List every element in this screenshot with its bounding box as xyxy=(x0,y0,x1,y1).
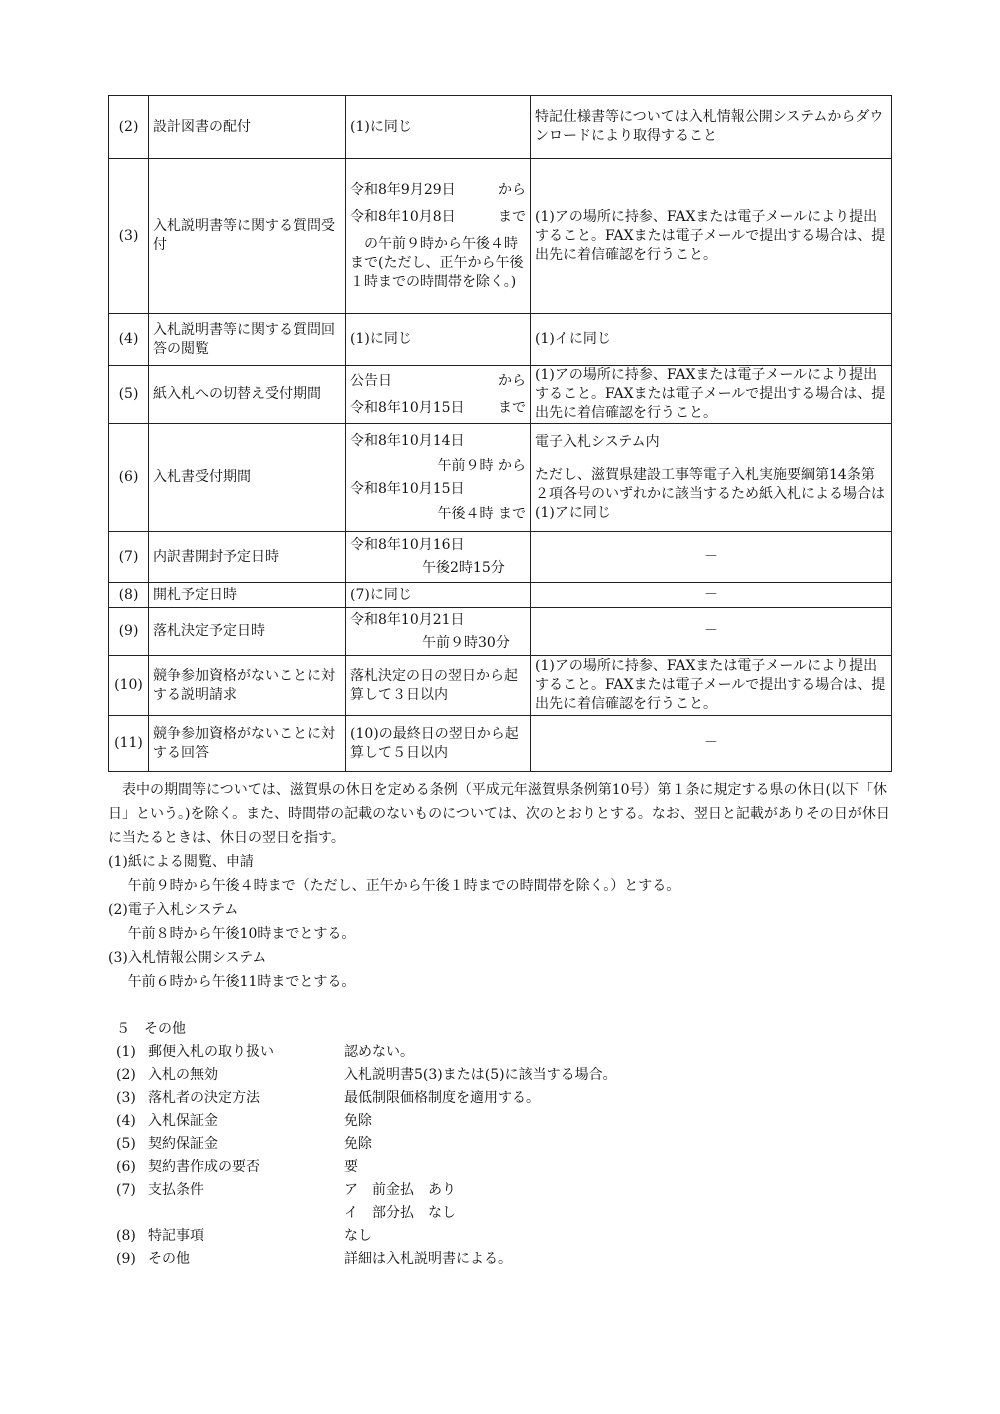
period-to: 令和8年10月8日 まで xyxy=(350,208,526,225)
row-item: 開札予定日時 xyxy=(149,583,346,608)
item-value: 免除 xyxy=(344,1136,372,1152)
list-item xyxy=(116,1202,617,1225)
note-body: 午前９時から午後４時まで（ただし、正午から午後１時までの時間帯を除く。）とする。 xyxy=(127,878,681,894)
note-body: 午前８時から午後10時までとする。 xyxy=(127,926,356,942)
row-number: (5) xyxy=(109,366,149,424)
row-place: (1)イに同じ xyxy=(531,314,892,366)
row-period xyxy=(346,424,531,532)
row-item: 内訳書開封予定日時 xyxy=(149,532,346,583)
row-place: － xyxy=(531,583,892,608)
list-item xyxy=(116,1225,617,1248)
item-number: (3) xyxy=(116,1090,136,1106)
list-item xyxy=(116,1041,617,1064)
list-item xyxy=(116,1248,617,1271)
table-row xyxy=(109,366,892,424)
row-item: 競争参加資格がないことに対する説明請求 xyxy=(149,656,346,716)
row-item: 競争参加資格がないことに対する回答 xyxy=(149,716,346,772)
schedule-table xyxy=(108,95,892,772)
row-item: 設計図書の配付 xyxy=(149,96,346,159)
row-place: 特記仕様書等については入札情報公開システムからダウンロードにより取得すること xyxy=(531,96,892,159)
section-heading: ５ その他 xyxy=(116,1021,186,1037)
item-number xyxy=(116,1202,148,1225)
item-label: 支払条件 xyxy=(148,1182,204,1198)
item-label: 落札者の決定方法 xyxy=(148,1090,260,1106)
row-period: (1)に同じ xyxy=(346,96,531,159)
row-place: － xyxy=(531,532,892,583)
row-number: (7) xyxy=(109,532,149,583)
item-number: (9) xyxy=(116,1251,136,1267)
period-time: 午前９時30分 xyxy=(422,634,510,651)
list-item xyxy=(116,1133,617,1156)
row-number: (11) xyxy=(109,716,149,772)
row-number: (4) xyxy=(109,314,149,366)
row-place xyxy=(531,424,892,532)
item-number: (1) xyxy=(116,1044,136,1060)
item-label xyxy=(148,1202,344,1225)
period-date: 令和8年10月21日 xyxy=(350,611,465,628)
period-date: 令和8年10月16日 xyxy=(350,537,465,553)
item-value: なし xyxy=(344,1228,372,1244)
row-item: 紙入札への切替え受付期間 xyxy=(149,366,346,424)
item-label: 入札の無効 xyxy=(148,1067,218,1083)
item-label: 契約保証金 xyxy=(148,1136,218,1152)
row-number: (3) xyxy=(109,159,149,314)
table-row xyxy=(109,96,892,159)
item-value: 最低制限価格制度を適用する。 xyxy=(344,1090,540,1106)
list-item xyxy=(116,1064,617,1087)
table-row xyxy=(109,532,892,583)
item-label: 入札保証金 xyxy=(148,1113,218,1129)
table-row xyxy=(109,424,892,532)
period-from-date: 令和8年10月14日 xyxy=(350,432,465,449)
row-number: (9) xyxy=(109,608,149,656)
item-label: 郵便入札の取り扱い xyxy=(148,1044,274,1060)
row-place: (1)アの場所に持参、FAXまたは電子メールにより提出すること。FAXまたは電子メールで提出する場合は、提出先に着信確認を行うこと。 xyxy=(531,656,892,716)
other-list xyxy=(116,1041,617,1271)
note-title: (2)電子入札システム xyxy=(108,902,239,918)
item-value: 入札説明書5(3)または(5)に該当する場合。 xyxy=(344,1067,617,1083)
period-from: 令和8年9月29日 から xyxy=(350,181,526,198)
item-label: 特記事項 xyxy=(148,1228,204,1244)
table-row xyxy=(109,314,892,366)
table-row xyxy=(109,716,892,772)
item-value: ア 前金払 あり xyxy=(344,1182,456,1198)
row-number: (6) xyxy=(109,424,149,532)
list-item xyxy=(116,1110,617,1133)
item-number: (7) xyxy=(116,1182,136,1198)
item-number: (8) xyxy=(116,1228,136,1244)
note-title: (1)紙による閲覧、申請 xyxy=(108,854,254,870)
row-period: (10)の最終日の翌日から起算して５日以内 xyxy=(346,716,531,772)
row-number: (10) xyxy=(109,656,149,716)
place-note: ただし、滋賀県建設工事等電子入札実施要綱第14条第２項各号のいずれかに該当するため紙入札による場合は(1)アに同じ xyxy=(535,466,885,521)
note-title: (3)入札情報公開システム xyxy=(108,950,267,966)
item-value: 認めない。 xyxy=(344,1044,414,1060)
list-item xyxy=(116,1156,617,1179)
item-label: 契約書作成の要否 xyxy=(148,1159,260,1175)
row-period xyxy=(346,366,531,424)
row-place: (1)アの場所に持参、FAXまたは電子メールにより提出すること。FAXまたは電子メールで提出する場合は、提出先に着信確認を行うこと。 xyxy=(531,159,892,314)
period-to-time: 午後４時 まで xyxy=(437,505,526,522)
list-item xyxy=(116,1087,617,1110)
item-value: 要 xyxy=(344,1159,358,1175)
other-section xyxy=(116,1018,816,1271)
row-period xyxy=(346,532,531,583)
row-number: (8) xyxy=(109,583,149,608)
row-place: － xyxy=(531,608,892,656)
row-place: (1)アの場所に持参、FAXまたは電子メールにより提出すること。FAXまたは電子メールで提出する場合は、提出先に着信確認を行うこと。 xyxy=(531,366,892,424)
table-row xyxy=(109,608,892,656)
item-number: (4) xyxy=(116,1113,136,1129)
row-period: (1)に同じ xyxy=(346,314,531,366)
period-note: の午前９時から午後４時まで(ただし、正午から午後１時までの時間帯を除く。) xyxy=(350,235,524,290)
row-item: 落札決定予定日時 xyxy=(149,608,346,656)
row-item: 入札書受付期間 xyxy=(149,424,346,532)
period-to: 令和8年10月15日 まで xyxy=(350,399,526,416)
place-line: 電子入札システム内 xyxy=(535,433,660,450)
row-period xyxy=(346,159,531,314)
period-from-time: 午前９時 から xyxy=(437,457,526,474)
row-item: 入札説明書等に関する質問回答の閲覧 xyxy=(149,314,346,366)
item-value: 詳細は入札説明書による。 xyxy=(344,1251,512,1267)
list-item xyxy=(116,1179,617,1202)
row-period: 落札決定の日の翌日から起算して３日以内 xyxy=(346,656,531,716)
row-period xyxy=(346,608,531,656)
row-number: (2) xyxy=(109,96,149,159)
period-time: 午後2時15分 xyxy=(422,560,505,576)
period-to-date: 令和8年10月15日 xyxy=(350,480,465,497)
item-number: (6) xyxy=(116,1159,136,1175)
notes-paragraph: 表中の期間等については、滋賀県の休日を定める条例（平成元年滋賀県条例第10号）第１条に規定する県の休日(以下「休日」という。)を除く。また、時間帯の記載のないものについては、次のとおりとする。なお、翌日と記載がありその日が休日に当たるときは、休日の翌日を指す。 xyxy=(108,782,890,846)
item-number: (2) xyxy=(116,1067,136,1083)
item-label: その他 xyxy=(148,1251,190,1267)
period-from: 公告日 から xyxy=(350,372,526,389)
row-place: － xyxy=(531,716,892,772)
row-period: (7)に同じ xyxy=(346,583,531,608)
table-row xyxy=(109,583,892,608)
item-value: 免除 xyxy=(344,1113,372,1129)
note-body: 午前６時から午後11時までとする。 xyxy=(127,974,356,990)
item-value: イ 部分払 なし xyxy=(344,1205,456,1221)
row-item: 入札説明書等に関する質問受付 xyxy=(149,159,346,314)
item-number: (5) xyxy=(116,1136,136,1152)
table-row xyxy=(109,656,892,716)
table-row xyxy=(109,159,892,314)
notes-section xyxy=(108,778,898,994)
